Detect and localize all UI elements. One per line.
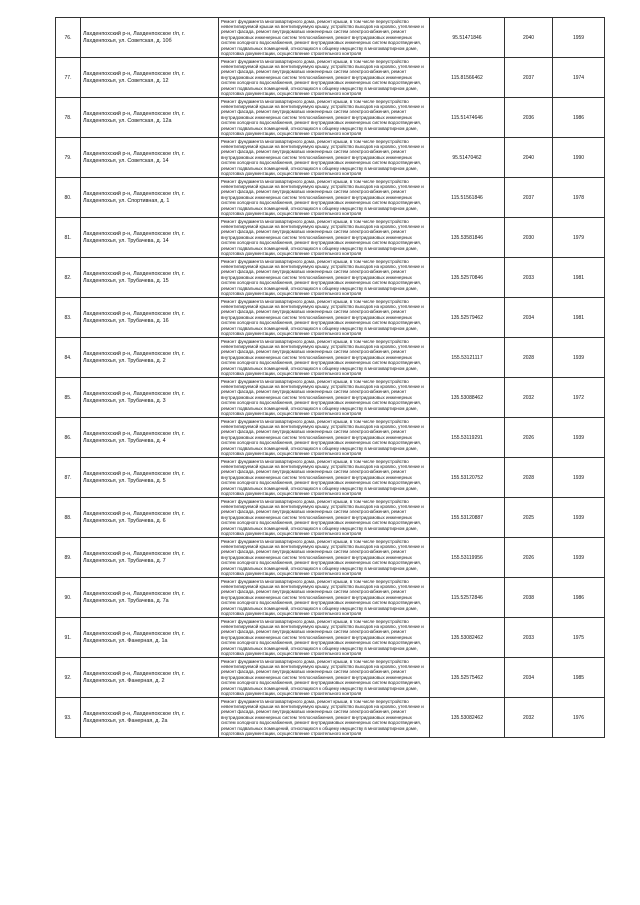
work-description-text: Ремонт фундамента многоквартирного дома, ремонт крыши, в том числе переустройство невентилируемой крыши на вентилируемую крышу, устройство выходов на кровлю, утепление и ремонт фасада, ремонт внутридомовых инженерных систем электроснабжения, ремонт внутридомовых инженерных систем теплоснабжения, ремонт внутридомовых инженерных систем холодного водоснабжения, ремонт внутридомовых инженерных систем водоотведения, ремонт подвальных помещений, относящихся к общему имуществу в многоквартирном доме, подготовка документации, осуществление строительного контроля <box>221 18 424 56</box>
cost-cell: 135.53082462 <box>430 618 505 658</box>
build-year-cell: 1986 <box>553 578 605 618</box>
table-row <box>56 698 605 738</box>
work-description-text: Ремонт фундамента многоквартирного дома, ремонт крыши, в том числе переустройство невентилируемой крыши на вентилируемую крышу, устройство выходов на кровлю, утепление и ремонт фасада, ремонт внутридомовых инженерных систем электроснабжения, ремонт внутридомовых инженерных систем теплоснабжения, ремонт внутридомовых инженерных систем холодного водоснабжения, ремонт внутридомовых инженерных систем водоотведения, ремонт подвальных помещений, относящихся к общему имуществу в многоквартирном доме, подготовка документации, осуществление строительного контроля <box>221 178 424 216</box>
row-number: 85. <box>56 378 81 418</box>
row-number: 83. <box>56 298 81 338</box>
row-number: 86. <box>56 418 81 458</box>
table-row <box>56 618 605 658</box>
work-description-text: Ремонт фундамента многоквартирного дома, ремонт крыши, в том числе переустройство невентилируемой крыши на вентилируемую крышу, устройство выходов на кровлю, утепление и ремонт фасада, ремонт внутридомовых инженерных систем электроснабжения, ремонт внутридомовых инженерных систем теплоснабжения, ремонт внутридомовых инженерных систем холодного водоснабжения, ремонт внутридомовых инженерных систем водоотведения, ремонт подвальных помещений, относящихся к общему имуществу в многоквартирном доме, подготовка документации, осуществление строительного контроля <box>221 458 424 496</box>
work-description-cell <box>219 178 430 218</box>
row-number: 92. <box>56 658 81 698</box>
work-description-cell <box>219 578 430 618</box>
build-year-cell: 1972 <box>553 378 605 418</box>
work-description-text: Ремонт фундамента многоквартирного дома, ремонт крыши, в том числе переустройство невентилируемой крыши на вентилируемую крышу, устройство выходов на кровлю, утепление и ремонт фасада, ремонт внутридомовых инженерных систем электроснабжения, ремонт внутридомовых инженерных систем теплоснабжения, ремонт внутридомовых инженерных систем холодного водоснабжения, ремонт внутридомовых инженерных систем водоотведения, ремонт подвальных помещений, относящихся к общему имуществу в многоквартирном доме, подготовка документации, осуществление строительного контроля <box>221 698 424 736</box>
build-year-cell: 1959 <box>553 18 605 58</box>
cost-cell: 155.53121117 <box>430 338 505 378</box>
cost-cell: 95.51471846 <box>430 18 505 58</box>
address-cell: Лахденпохский р-н, Лахденпохское г/п, г. Лахденпохья, ул. Фанерная, д. 2 <box>81 658 219 698</box>
build-year-cell: 1986 <box>553 98 605 138</box>
cost-cell: 155.53119956 <box>430 538 505 578</box>
cost-cell: 155.53119291 <box>430 418 505 458</box>
table-row <box>56 58 605 98</box>
work-description-text: Ремонт фундамента многоквартирного дома, ремонт крыши, в том числе переустройство невентилируемой крыши на вентилируемую крышу, устройство выходов на кровлю, утепление и ремонт фасада, ремонт внутридомовых инженерных систем электроснабжения, ремонт внутридомовых инженерных систем теплоснабжения, ремонт внутридомовых инженерных систем холодного водоснабжения, ремонт внутридомовых инженерных систем водоотведения, ремонт подвальных помещений, относящихся к общему имуществу в многоквартирном доме, подготовка документации, осуществление строительного контроля <box>221 498 424 536</box>
work-description-text: Ремонт фундамента многоквартирного дома, ремонт крыши, в том числе переустройство невентилируемой крыши на вентилируемую крышу, устройство выходов на кровлю, утепление и ремонт фасада, ремонт внутридомовых инженерных систем электроснабжения, ремонт внутридомовых инженерных систем теплоснабжения, ремонт внутридомовых инженерных систем холодного водоснабжения, ремонт внутридомовых инженерных систем водоотведения, ремонт подвальных помещений, относящихся к общему имуществу в многоквартирном доме, подготовка документации, осуществление строительного контроля <box>221 418 424 456</box>
repair-year-cell: 2040 <box>505 18 553 58</box>
repair-year-cell: 2026 <box>505 538 553 578</box>
table-row <box>56 658 605 698</box>
table-row <box>56 338 605 378</box>
address-cell: Лахденпохский р-н, Лахденпохское г/п, г. Лахденпохья, ул. Трубачева, д. 14 <box>81 218 219 258</box>
address-cell: Лахденпохский р-н, Лахденпохское г/п, г. Лахденпохья, ул. Фанерная, д. 2а <box>81 698 219 738</box>
row-number: 87. <box>56 458 81 498</box>
work-description-cell <box>219 58 430 98</box>
row-number: 78. <box>56 98 81 138</box>
row-number: 91. <box>56 618 81 658</box>
work-description-cell <box>219 458 430 498</box>
work-description-cell <box>219 378 430 418</box>
work-description-text: Ремонт фундамента многоквартирного дома, ремонт крыши, в том числе переустройство невентилируемой крыши на вентилируемую крышу, устройство выходов на кровлю, утепление и ремонт фасада, ремонт внутридомовых инженерных систем электроснабжения, ремонт внутридомовых инженерных систем теплоснабжения, ремонт внутридомовых инженерных систем холодного водоснабжения, ремонт внутридомовых инженерных систем водоотведения, ремонт подвальных помещений, относящихся к общему имуществу в многоквартирном доме, подготовка документации, осуществление строительного контроля <box>221 258 424 296</box>
repair-year-cell: 2040 <box>505 138 553 178</box>
cost-cell: 135.52575462 <box>430 658 505 698</box>
cost-cell: 135.53581846 <box>430 218 505 258</box>
work-description-text: Ремонт фундамента многоквартирного дома, ремонт крыши, в том числе переустройство невентилируемой крыши на вентилируемую крышу, устройство выходов на кровлю, утепление и ремонт фасада, ремонт внутридомовых инженерных систем электроснабжения, ремонт внутридомовых инженерных систем теплоснабжения, ремонт внутридомовых инженерных систем холодного водоснабжения, ремонт внутридомовых инженерных систем водоотведения, ремонт подвальных помещений, относящихся к общему имуществу в многоквартирном доме, подготовка документации, осуществление строительного контроля <box>221 98 424 136</box>
table-row <box>56 578 605 618</box>
work-description-cell <box>219 658 430 698</box>
address-cell: Лахденпохский р-н, Лахденпохское г/п, г. Лахденпохья, ул. Советская, д. 12а <box>81 98 219 138</box>
address-cell: Лахденпохский р-н, Лахденпохское г/п, г. Лахденпохья, ул. Трубачева, д. 16 <box>81 298 219 338</box>
work-description-text: Ремонт фундамента многоквартирного дома, ремонт крыши, в том числе переустройство невентилируемой крыши на вентилируемую крышу, устройство выходов на кровлю, утепление и ремонт фасада, ремонт внутридомовых инженерных систем электроснабжения, ремонт внутридомовых инженерных систем теплоснабжения, ремонт внутридомовых инженерных систем холодного водоснабжения, ремонт внутридомовых инженерных систем водоотведения, ремонт подвальных помещений, относящихся к общему имуществу в многоквартирном доме, подготовка документации, осуществление строительного контроля <box>221 538 424 576</box>
address-cell: Лахденпохский р-н, Лахденпохское г/п, г. Лахденпохья, ул. Советская, д. 12 <box>81 58 219 98</box>
work-description-cell <box>219 18 430 58</box>
work-description-text: Ремонт фундамента многоквартирного дома, ремонт крыши, в том числе переустройство невентилируемой крыши на вентилируемую крышу, устройство выходов на кровлю, утепление и ремонт фасада, ремонт внутридомовых инженерных систем электроснабжения, ремонт внутридомовых инженерных систем теплоснабжения, ремонт внутридомовых инженерных систем холодного водоснабжения, ремонт внутридомовых инженерных систем водоотведения, ремонт подвальных помещений, относящихся к общему имуществу в многоквартирном доме, подготовка документации, осуществление строительного контроля <box>221 138 424 176</box>
work-description-cell <box>219 258 430 298</box>
work-description-text: Ремонт фундамента многоквартирного дома, ремонт крыши, в том числе переустройство невентилируемой крыши на вентилируемую крышу, устройство выходов на кровлю, утепление и ремонт фасада, ремонт внутридомовых инженерных систем электроснабжения, ремонт внутридомовых инженерных систем теплоснабжения, ремонт внутридомовых инженерных систем холодного водоснабжения, ремонт внутридомовых инженерных систем водоотведения, ремонт подвальных помещений, относящихся к общему имуществу в многоквартирном доме, подготовка документации, осуществление строительного контроля <box>221 338 424 376</box>
repair-year-cell: 2033 <box>505 618 553 658</box>
build-year-cell: 1939 <box>553 418 605 458</box>
repair-year-cell: 2028 <box>505 458 553 498</box>
register-table <box>55 17 605 738</box>
work-description-cell <box>219 698 430 738</box>
cost-cell: 115.52572846 <box>430 578 505 618</box>
table-row <box>56 218 605 258</box>
address-cell: Лахденпохский р-н, Лахденпохское г/п, г. Лахденпохья, ул. Советская, д. 14 <box>81 138 219 178</box>
table-row <box>56 458 605 498</box>
table-row <box>56 18 605 58</box>
build-year-cell: 1939 <box>553 338 605 378</box>
row-number: 90. <box>56 578 81 618</box>
repair-year-cell: 2032 <box>505 378 553 418</box>
address-cell: Лахденпохский р-н, Лахденпохское г/п, г. Лахденпохья, ул. Спортивная, д. 1 <box>81 178 219 218</box>
repair-year-cell: 2033 <box>505 258 553 298</box>
build-year-cell: 1990 <box>553 138 605 178</box>
address-cell: Лахденпохский р-н, Лахденпохское г/п, г. Лахденпохья, ул. Трубачева, д. 6 <box>81 498 219 538</box>
work-description-cell <box>219 138 430 178</box>
build-year-cell: 1974 <box>553 58 605 98</box>
build-year-cell: 1939 <box>553 498 605 538</box>
address-cell: Лахденпохский р-н, Лахденпохское г/п, г. Лахденпохья, ул. Трубачева, д. 2 <box>81 338 219 378</box>
address-cell: Лахденпохский р-н, Лахденпохское г/п, г. Лахденпохья, ул. Трубачева, д. 4 <box>81 418 219 458</box>
table-row <box>56 258 605 298</box>
work-description-cell <box>219 218 430 258</box>
work-description-text: Ремонт фундамента многоквартирного дома, ремонт крыши, в том числе переустройство невентилируемой крыши на вентилируемую крышу, устройство выходов на кровлю, утепление и ремонт фасада, ремонт внутридомовых инженерных систем электроснабжения, ремонт внутридомовых инженерных систем теплоснабжения, ремонт внутридомовых инженерных систем холодного водоснабжения, ремонт внутридомовых инженерных систем водоотведения, ремонт подвальных помещений, относящихся к общему имуществу в многоквартирном доме, подготовка документации, осуществление строительного контроля <box>221 378 424 416</box>
cost-cell: 135.52579462 <box>430 298 505 338</box>
work-description-cell <box>219 498 430 538</box>
work-description-cell <box>219 338 430 378</box>
work-description-text: Ремонт фундамента многоквартирного дома, ремонт крыши, в том числе переустройство невентилируемой крыши на вентилируемую крышу, устройство выходов на кровлю, утепление и ремонт фасада, ремонт внутридомовых инженерных систем электроснабжения, ремонт внутридомовых инженерных систем теплоснабжения, ремонт внутридомовых инженерных систем холодного водоснабжения, ремонт внутридомовых инженерных систем водоотведения, ремонт подвальных помещений, относящихся к общему имуществу в многоквартирном доме, подготовка документации, осуществление строительного контроля <box>221 298 424 336</box>
build-year-cell: 1939 <box>553 538 605 578</box>
table-row <box>56 418 605 458</box>
work-description-text: Ремонт фундамента многоквартирного дома, ремонт крыши, в том числе переустройство невентилируемой крыши на вентилируемую крышу, устройство выходов на кровлю, утепление и ремонт фасада, ремонт внутридомовых инженерных систем электроснабжения, ремонт внутридомовых инженерных систем теплоснабжения, ремонт внутридомовых инженерных систем холодного водоснабжения, ремонт внутридомовых инженерных систем водоотведения, ремонт подвальных помещений, относящихся к общему имуществу в многоквартирном доме, подготовка документации, осуществление строительного контроля <box>221 58 424 96</box>
register-table-body <box>56 18 605 738</box>
row-number: 82. <box>56 258 81 298</box>
cost-cell: 115.81566462 <box>430 58 505 98</box>
build-year-cell: 1975 <box>553 618 605 658</box>
cost-cell: 135.52570846 <box>430 258 505 298</box>
repair-year-cell: 2034 <box>505 658 553 698</box>
row-number: 88. <box>56 498 81 538</box>
cost-cell: 155.53120752 <box>430 458 505 498</box>
address-cell: Лахденпохский р-н, Лахденпохское г/п, г. Лахденпохья, ул. Трубачева, д. 15 <box>81 258 219 298</box>
build-year-cell: 1978 <box>553 178 605 218</box>
row-number: 79. <box>56 138 81 178</box>
register-table-sheet <box>55 17 590 738</box>
repair-year-cell: 2026 <box>505 418 553 458</box>
row-number: 81. <box>56 218 81 258</box>
table-row <box>56 138 605 178</box>
build-year-cell: 1976 <box>553 698 605 738</box>
row-number: 93. <box>56 698 81 738</box>
repair-year-cell: 2028 <box>505 338 553 378</box>
work-description-text: Ремонт фундамента многоквартирного дома, ремонт крыши, в том числе переустройство невентилируемой крыши на вентилируемую крышу, устройство выходов на кровлю, утепление и ремонт фасада, ремонт внутридомовых инженерных систем электроснабжения, ремонт внутридомовых инженерных систем теплоснабжения, ремонт внутридомовых инженерных систем холодного водоснабжения, ремонт внутридомовых инженерных систем водоотведения, ремонт подвальных помещений, относящихся к общему имуществу в многоквартирном доме, подготовка документации, осуществление строительного контроля <box>221 618 424 656</box>
address-cell: Лахденпохский р-н, Лахденпохское г/п, г. Лахденпохья, ул. Трубачева, д. 7а <box>81 578 219 618</box>
cost-cell: 155.53120887 <box>430 498 505 538</box>
build-year-cell: 1985 <box>553 658 605 698</box>
row-number: 77. <box>56 58 81 98</box>
address-cell: Лахденпохский р-н, Лахденпохское г/п, г. Лахденпохья, ул. Трубачева, д. 5 <box>81 458 219 498</box>
repair-year-cell: 2037 <box>505 178 553 218</box>
build-year-cell: 1981 <box>553 258 605 298</box>
repair-year-cell: 2034 <box>505 298 553 338</box>
repair-year-cell: 2032 <box>505 698 553 738</box>
build-year-cell: 1979 <box>553 218 605 258</box>
table-row <box>56 98 605 138</box>
row-number: 80. <box>56 178 81 218</box>
cost-cell: 135.53088462 <box>430 378 505 418</box>
table-row <box>56 378 605 418</box>
address-cell: Лахденпохский р-н, Лахденпохское г/п, г. Лахденпохья, ул. Трубачева, д. 3 <box>81 378 219 418</box>
repair-year-cell: 2025 <box>505 498 553 538</box>
repair-year-cell: 2036 <box>505 98 553 138</box>
work-description-cell <box>219 538 430 578</box>
table-row <box>56 178 605 218</box>
work-description-text: Ремонт фундамента многоквартирного дома, ремонт крыши, в том числе переустройство невентилируемой крыши на вентилируемую крышу, устройство выходов на кровлю, утепление и ремонт фасада, ремонт внутридомовых инженерных систем электроснабжения, ремонт внутридомовых инженерных систем теплоснабжения, ремонт внутридомовых инженерных систем холодного водоснабжения, ремонт внутридомовых инженерных систем водоотведения, ремонт подвальных помещений, относящихся к общему имуществу в многоквартирном доме, подготовка документации, осуществление строительного контроля <box>221 578 424 616</box>
address-cell: Лахденпохский р-н, Лахденпохское г/п, г. Лахденпохья, ул. Фанерная, д. 1а <box>81 618 219 658</box>
cost-cell: 135.53082462 <box>430 698 505 738</box>
build-year-cell: 1939 <box>553 458 605 498</box>
repair-year-cell: 2030 <box>505 218 553 258</box>
work-description-text: Ремонт фундамента многоквартирного дома, ремонт крыши, в том числе переустройство невентилируемой крыши на вентилируемую крышу, устройство выходов на кровлю, утепление и ремонт фасада, ремонт внутридомовых инженерных систем электроснабжения, ремонт внутридомовых инженерных систем теплоснабжения, ремонт внутридомовых инженерных систем холодного водоснабжения, ремонт внутридомовых инженерных систем водоотведения, ремонт подвальных помещений, относящихся к общему имуществу в многоквартирном доме, подготовка документации, осуществление строительного контроля <box>221 658 424 696</box>
work-description-cell <box>219 418 430 458</box>
table-row <box>56 538 605 578</box>
cost-cell: 95.51470462 <box>430 138 505 178</box>
row-number: 76. <box>56 18 81 58</box>
repair-year-cell: 2038 <box>505 578 553 618</box>
work-description-cell <box>219 98 430 138</box>
work-description-text: Ремонт фундамента многоквартирного дома, ремонт крыши, в том числе переустройство невентилируемой крыши на вентилируемую крышу, устройство выходов на кровлю, утепление и ремонт фасада, ремонт внутридомовых инженерных систем электроснабжения, ремонт внутридомовых инженерных систем теплоснабжения, ремонт внутридомовых инженерных систем холодного водоснабжения, ремонт внутридомовых инженерных систем водоотведения, ремонт подвальных помещений, относящихся к общему имуществу в многоквартирном доме, подготовка документации, осуществление строительного контроля <box>221 218 424 256</box>
address-cell: Лахденпохский р-н, Лахденпохское г/п, г. Лахденпохья, ул. Советская, д. 10б <box>81 18 219 58</box>
work-description-cell <box>219 298 430 338</box>
table-row <box>56 498 605 538</box>
address-cell: Лахденпохский р-н, Лахденпохское г/п, г. Лахденпохья, ул. Трубачева, д. 7 <box>81 538 219 578</box>
repair-year-cell: 2037 <box>505 58 553 98</box>
table-row <box>56 298 605 338</box>
work-description-cell <box>219 618 430 658</box>
cost-cell: 115.51474646 <box>430 98 505 138</box>
row-number: 84. <box>56 338 81 378</box>
build-year-cell: 1981 <box>553 298 605 338</box>
cost-cell: 115.51561846 <box>430 178 505 218</box>
row-number: 89. <box>56 538 81 578</box>
